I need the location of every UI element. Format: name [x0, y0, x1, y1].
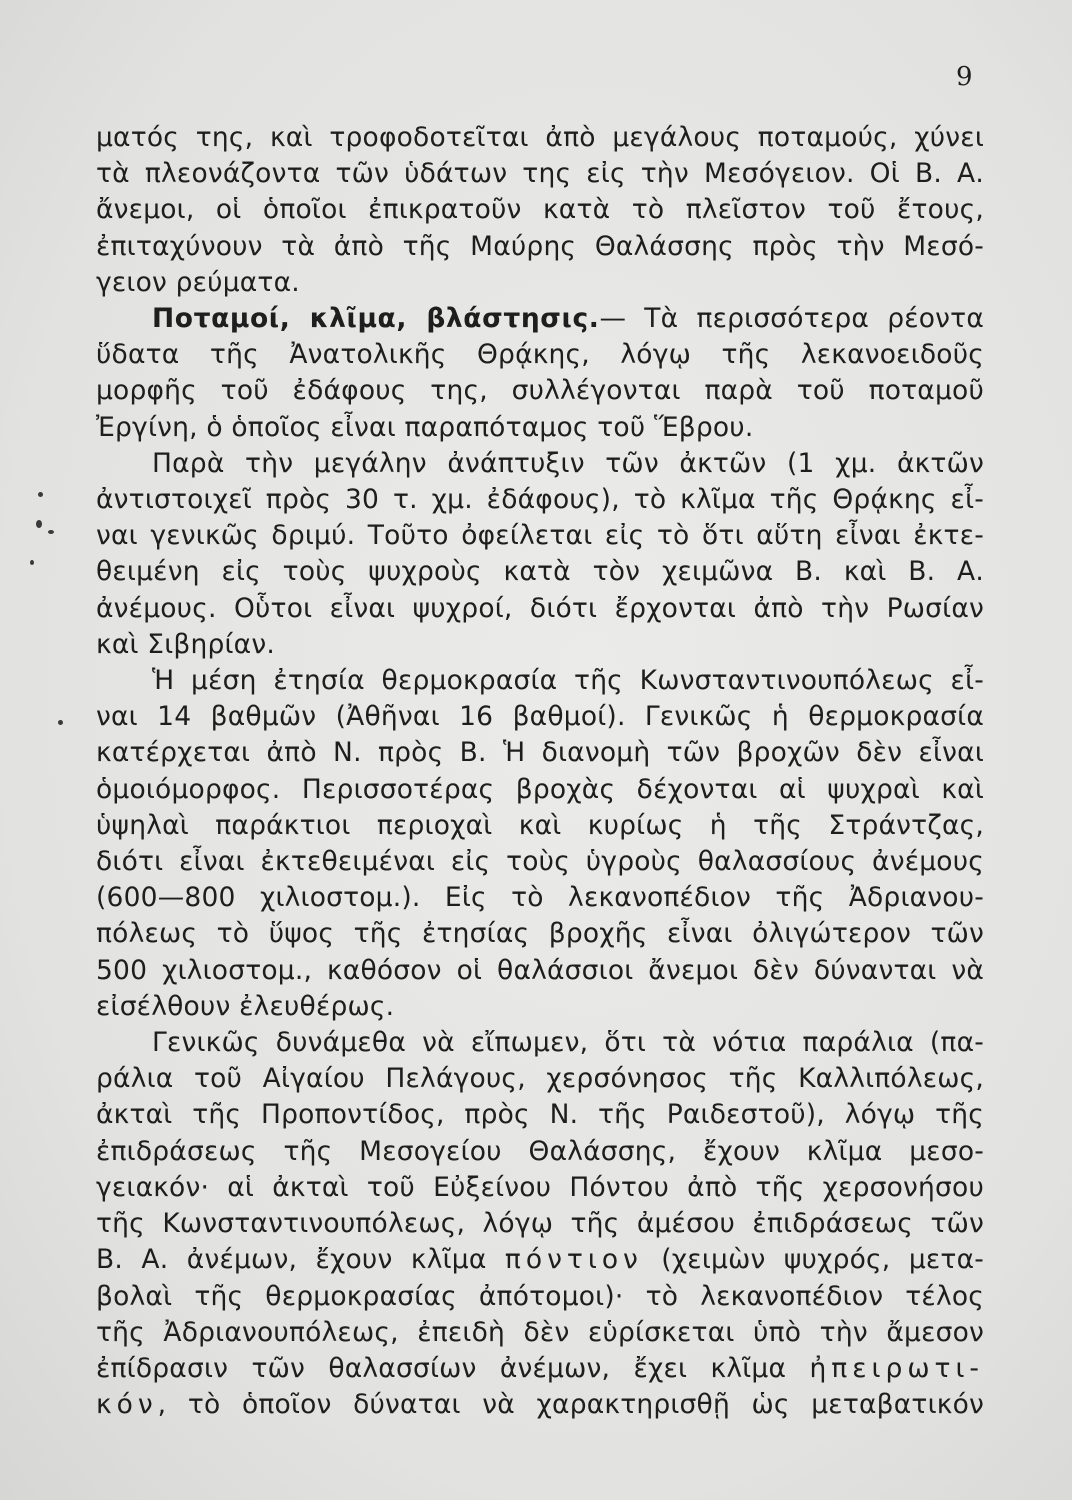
ink-speck: [48, 530, 54, 534]
section-heading: Ποταμοί, κλῖμα, βλάστησις.: [152, 303, 600, 335]
text-line: ράλια τοῦ Αἰγαίου Πελάγους, χερσόνησος τῆς Καλλιπόλεως,: [96, 1063, 984, 1095]
text-line: κατέρχεται ἀπὸ Ν. πρὸς Β. Ἡ διανομὴ τῶν βροχῶν δὲν εἶναι: [96, 737, 984, 769]
text-line: [96, 1242, 984, 1278]
text-line: τὰ πλεονάζοντα τῶν ὑδάτων της εἰς τὴν Μεσόγειον. Οἱ Β. Α.: [96, 158, 984, 190]
text-run: , τὸ ὁποῖον δύναται νὰ χαρακτηρισθῇ ὡς μεταβατικόν: [157, 1389, 984, 1421]
text-run: ἐπίδρασιν τῶν θαλασσίων ἀνέμων, ἔχει κλῖμα: [96, 1352, 787, 1384]
text-line: (600—800 χιλιοστομ.). Εἰς τὸ λεκανοπέδιον τῆς Ἀδριανου-: [96, 882, 984, 914]
text-run: (χειμὼν ψυχρός, μετα-: [661, 1244, 984, 1276]
text-line: ἐπιδράσεως τῆς Μεσογείου Θαλάσσης, ἔχουν κλῖμα μεσο-: [96, 1135, 984, 1167]
text-line: θειμένη εἰς τοὺς ψυχροὺς κατὰ τὸν χειμῶνα Β. καὶ Β. Α.: [96, 556, 984, 588]
text-line: τῆς Ἀδριανουπόλεως, ἐπειδὴ δὲν εὑρίσκεται ὑπὸ τὴν ἄμεσον: [96, 1316, 984, 1348]
text-line: ὑψηλαὶ παράκτιοι περιοχαὶ καὶ κυρίως ἡ τῆς Στράντζας,: [96, 809, 984, 841]
text-line: καὶ Σιβηρίαν.: [96, 628, 275, 660]
page-number: 9: [956, 62, 973, 92]
text-line: βολαὶ τῆς θερμοκρασίας ἀπότομοι)· τὸ λεκανοπέδιον τέλος: [96, 1280, 984, 1312]
ink-speck: [36, 520, 42, 528]
ink-speck: [58, 720, 63, 725]
text-run: Β. Α. ἀνέμων, ἔχουν κλῖμα: [96, 1244, 487, 1276]
text-line: ἐπιταχύνουν τὰ ἀπὸ τῆς Μαύρης Θαλάσσης πρὸς τὴν Μεσό-: [96, 230, 984, 262]
body-text: [96, 120, 984, 1423]
text-line: Γενικῶς δυνάμεθα νὰ εἴπωμεν, ὅτι τὰ νότια παράλια (πα-: [152, 1027, 984, 1059]
text-line: Ἡ μέση ἐτησία θερμοκρασία τῆς Κωνσταντινουπόλεως εἶ-: [152, 665, 984, 697]
text-line: ὁμοιόμορφος. Περισσοτέρας βροχὰς δέχονται αἱ ψυχραὶ καὶ: [96, 773, 984, 805]
text-line: ἄνεμοι, οἱ ὁποῖοι ἐπικρατοῦν κατὰ τὸ πλεῖστον τοῦ ἔτους,: [96, 194, 984, 226]
ink-speck: [30, 560, 34, 565]
ink-speck: [38, 492, 43, 497]
text-line: ἀκταὶ τῆς Προποντίδος, πρὸς Ν. τῆς Ραιδεστοῦ), λόγῳ τῆς: [96, 1099, 984, 1131]
text-line: ἀνέμους. Οὗτοι εἶναι ψυχροί, διότι ἔρχονται ἀπὸ τὴν Ρωσίαν: [96, 592, 984, 624]
text-line: 500 χιλιοστομ., καθόσον οἱ θαλάσσιοι ἄνεμοι δὲν δύνανται νὰ: [96, 954, 984, 986]
text-run: — Τὰ περισσότερα ρέοντα: [599, 303, 984, 335]
text-line: γειακόν· αἱ ἀκταὶ τοῦ Εὐξείνου Πόντου ἀπὸ τῆς χερσονήσου: [96, 1171, 984, 1203]
text-line: ναι 14 βαθμῶν (Ἀθῆναι 16 βαθμοί). Γενικῶς ἡ θερμοκρασία: [96, 701, 984, 733]
text-line: πόλεως τὸ ὕψος τῆς ἐτησίας βροχῆς εἶναι ὀλιγώτερον τῶν: [96, 918, 984, 950]
text-line: ναι γενικῶς δριμύ. Τοῦτο ὀφείλεται εἰς τὸ ὅτι αὕτη εἶναι ἐκτε-: [96, 520, 984, 552]
text-line: μορφῆς τοῦ ἐδάφους της, συλλέγονται παρὰ τοῦ ποταμοῦ: [96, 375, 984, 407]
spaced-word: ἠπειρωτι-: [809, 1352, 984, 1384]
text-line: ματός της, καὶ τροφοδοτεῖται ἀπὸ μεγάλους ποταμούς, χύνει: [96, 122, 984, 153]
text-line: ὕδατα τῆς Ἀνατολικῆς Θρᾴκης, λόγῳ τῆς λεκανοειδοῦς: [96, 339, 984, 371]
spaced-word: πόντιον: [504, 1244, 643, 1276]
text-line: Ἐργίνη, ὁ ὁποῖος εἶναι παραπόταμος τοῦ Ἕβρου.: [96, 411, 754, 443]
text-line: διότι εἶναι ἐκτεθειμέναι εἰς τοὺς ὑγροὺς θαλασσίους ἀνέμους: [96, 846, 984, 878]
text-line: τῆς Κωνσταντινουπόλεως, λόγῳ τῆς ἀμέσου ἐπιδράσεως τῶν: [96, 1208, 984, 1240]
text-line: εἰσέλθουν ἐλευθέρως.: [96, 990, 395, 1022]
spaced-word: κόν: [96, 1389, 158, 1421]
text-line: [96, 1351, 984, 1387]
section-heading-line: [96, 301, 984, 337]
text-line: γειον ρεύματα.: [96, 266, 300, 298]
text-line: ἀντιστοιχεῖ πρὸς 30 τ. χμ. ἐδάφους), τὸ κλῖμα τῆς Θρᾴκης εἶ-: [96, 484, 984, 516]
text-line: [96, 1387, 984, 1423]
text-line: Παρὰ τὴν μεγάλην ἀνάπτυξιν τῶν ἀκτῶν (1 χμ. ἀκτῶν: [152, 447, 984, 479]
